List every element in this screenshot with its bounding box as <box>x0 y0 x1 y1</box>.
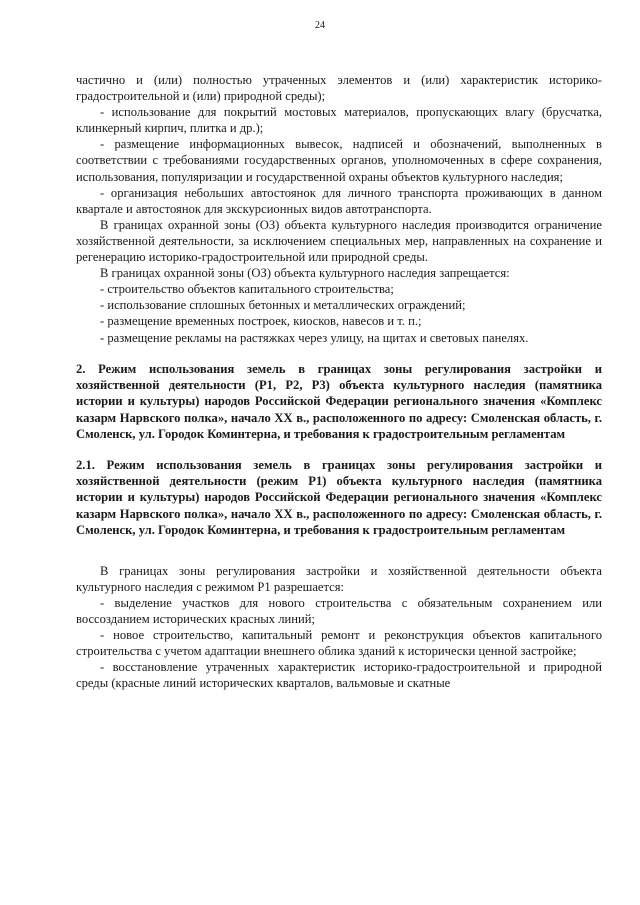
section-heading-2-1: 2.1. Режим использования земель в границах зоны регулирования застройки и хозяйственной деятельности (режим Р1) объекта культурного наследия (памятника истории и культуры) народов Российской Федерации регионального значения «Комплекс казарм Нарвского полка», начало XX в., расположенного по адресу: Смоленская область, г. Смоленск, ул. Городок Коминтерна, и требования к градостроительным регламентам <box>76 457 602 538</box>
page-number: 24 <box>315 20 325 31</box>
section-heading-2: 2. Режим использования земель в границах зоны регулирования застройки и хозяйственной деятельности (Р1, Р2, Р3) объекта культурного наследия (памятника истории и культуры) народов Российской Федерации регионального значения «Комплекс казарм Нарвского полка», начало XX в., расположенного по адресу: Смоленская область, г. Смоленск, ул. Городок Коминтерна, и требования к градостроительным регламентам <box>76 361 602 442</box>
list-item-paving-materials: - использование для покрытий мостовых материалов, пропускающих влагу (брусчатка, клинкерный кирпич, плитка и др.); <box>76 105 602 136</box>
document-body <box>76 72 602 691</box>
list-item-signage: - размещение информационных вывесок, надписей и обозначений, выполненных в соответствии с требованиями государственных органов, уполномоченных в сфере сохранения, использования, популяризации и государственной охраны объектов культурного наследия; <box>76 137 602 184</box>
paragraph-r1-permitted-intro: В границах зоны регулирования застройки и хозяйственной деятельности объекта культурного наследия с режимом Р1 разрешается: <box>76 563 602 594</box>
list-item-temporary-buildings: - размещение временных построек, киосков, навесов и т. п.; <box>100 314 422 329</box>
list-item-advertising: - размещение рекламы на растяжках через улицу, на щитах и световых панелях. <box>100 330 529 345</box>
list-item-capital-construction: - строительство объектов капитального строительства; <box>100 282 394 297</box>
paragraph-continuation: частично и (или) полностью утраченных элементов и (или) характеристик историко-градостроительной и (или) природной среды); <box>76 73 602 104</box>
list-item-parking: - организация небольших автостоянок для личного транспорта проживающих в данном квартале и автостоянок для экскурсионных видов автотранспорта. <box>76 185 602 216</box>
paragraph-prohibited-intro: В границах охранной зоны (ОЗ) объекта культурного наследия запрещается: <box>100 266 510 281</box>
list-item-restoration: - восстановление утраченных характеристик историко-градостроительной и природной среды (красные линий исторических кварталов, вальмовые и скатные <box>76 660 602 691</box>
list-item-fences: - использование сплошных бетонных и металлических ограждений; <box>100 298 466 313</box>
list-item-new-construction: - новое строительство, капитальный ремонт и реконструкция объектов капитального строительства с учетом адаптации внешнего облика зданий к исторически ценной застройке; <box>76 628 602 659</box>
list-item-plot-allocation: - выделение участков для нового строительства с обязательным сохранением или воссозданием исторических красных линий; <box>76 595 602 626</box>
paragraph-protection-zone-restriction: В границах охранной зоны (ОЗ) объекта культурного наследия производится ограничение хозяйственной деятельности, за исключением специальных мер, направленных на сохранение и регенерацию историко-градостроительной или природной среды. <box>76 217 602 265</box>
